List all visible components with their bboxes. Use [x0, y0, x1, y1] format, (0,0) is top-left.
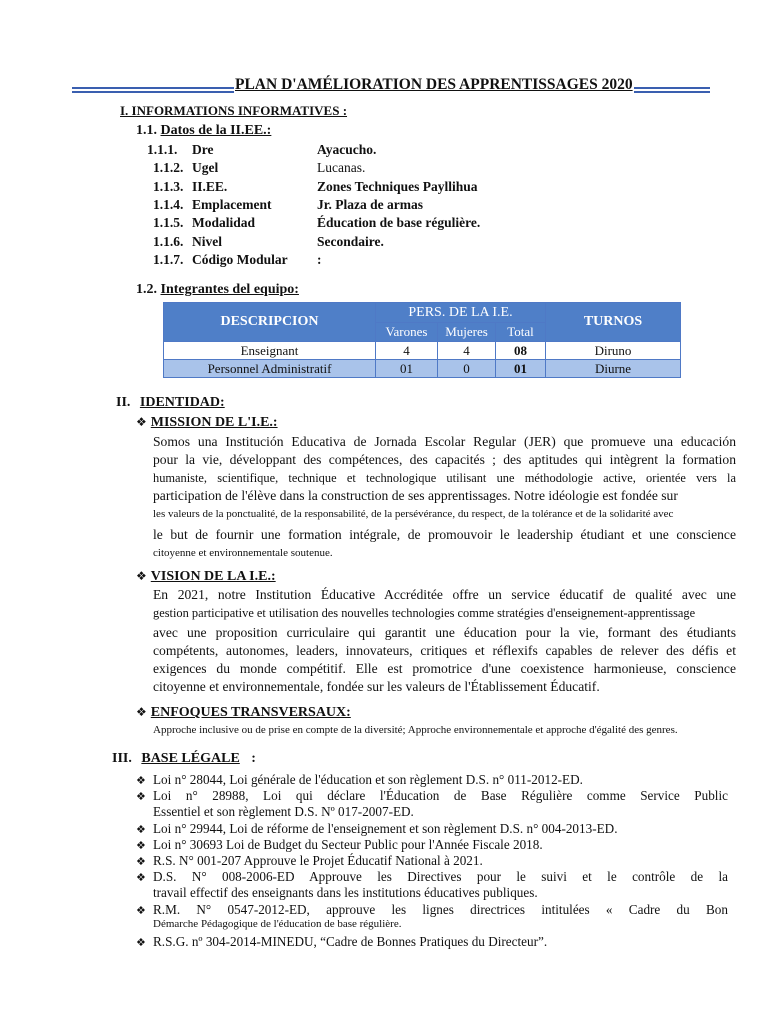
- mission-line: participation de l'élève dans la construction de ses apprentissages. Notre idéologie est fondée sur: [153, 488, 678, 503]
- mission-line: citoyenne et environnementale soutenue.: [153, 547, 333, 559]
- table-header-row: [164, 303, 681, 323]
- header-mujeres: Mujeres: [438, 323, 496, 342]
- law-text: Essentiel et son règlement D.S. Nº 017-2007-ED.: [153, 804, 414, 819]
- info-row-num: 1.1.2.: [153, 160, 184, 175]
- section-3-colon: :: [251, 751, 256, 766]
- header-varones: Varones: [376, 323, 438, 342]
- vision-heading: [136, 569, 276, 585]
- info-row-iiee: [153, 179, 653, 197]
- cell-varones: 01: [376, 360, 438, 378]
- table-row: [164, 360, 681, 378]
- law-text: R.M. N° 0547-2012-ED, approuve les lignes directrices intitulées « Cadre du Bon: [153, 902, 728, 917]
- law-text: D.S. N° 008-2006-ED Approuve les Directives pour le suivi et le contrôle de la: [153, 869, 728, 884]
- diamond-bullet-icon: ❖: [136, 936, 146, 949]
- law-text: Loi n° 30693 Loi de Budget du Secteur Public pour l'Année Fiscale 2018.: [153, 837, 543, 852]
- mission-line: les valeurs de la ponctualité, de la responsabilité, de la persévérance, du respect, de la tolérance et de la solidarité avec: [153, 508, 674, 520]
- subsection-1-1-num: 1.1.: [136, 123, 157, 138]
- info-row-codigo-modular: [153, 252, 653, 270]
- cell-desc: Enseignant: [164, 342, 376, 360]
- cell-mujeres: 0: [438, 360, 496, 378]
- info-row-key: II.EE.: [192, 179, 228, 194]
- diamond-bullet-icon: ❖: [136, 790, 146, 803]
- cell-varones: 4: [376, 342, 438, 360]
- info-row-key: Nivel: [192, 234, 222, 249]
- info-row-num: 1.1.4.: [153, 197, 184, 212]
- section-3-heading: [112, 751, 256, 767]
- info-row-dre: [147, 142, 647, 160]
- section-2-heading: [116, 395, 225, 411]
- info-row-key: Código Modular: [192, 252, 288, 267]
- diamond-bullet-icon: ❖: [136, 871, 146, 884]
- mission-heading-text: MISSION DE L'I.E.:: [150, 415, 278, 430]
- vision-line: avec une proposition curriculaire qui garantit une éducation pour la vie, formant des étudiants: [153, 625, 736, 640]
- subsection-1-2-heading: [136, 282, 299, 298]
- header-pers: PERS. DE LA I.E.: [376, 303, 546, 323]
- document-title: PLAN D'AMÉLIORATION DES APPRENTISSAGES 2020: [235, 76, 633, 93]
- header-descripcion: DESCRIPCION: [164, 303, 376, 342]
- cell-total: 01: [496, 360, 546, 378]
- info-row-value: Éducation de base régulière.: [317, 215, 481, 230]
- cell-turno: Diurne: [546, 360, 681, 378]
- title-block: [72, 76, 710, 96]
- section-1-label: I. INFORMATIONS INFORMATIVES :: [120, 103, 348, 118]
- info-row-value: :: [317, 252, 322, 267]
- info-row-value: Zones Techniques Payllihua: [317, 179, 478, 194]
- info-row-value: Lucanas.: [317, 160, 366, 175]
- info-row-nivel: [153, 234, 653, 252]
- law-text: R.S. N° 001-207 Approuve le Projet Éducatif National à 2021.: [153, 853, 483, 868]
- law-text: Loi n° 28044, Loi générale de l'éducation et son règlement D.S. n° 011-2012-ED.: [153, 772, 583, 787]
- diamond-bullet-icon: ❖: [136, 415, 147, 429]
- info-row-num: 1.1.1.: [147, 142, 178, 157]
- law-item: [136, 902, 728, 934]
- vision-heading-text: VISION DE LA I.E.:: [150, 569, 276, 584]
- mission-line: humaniste, scientifique, technique et technologique utilisant une méthodologie active, orientée vers la: [153, 471, 736, 485]
- diamond-bullet-icon: ❖: [136, 705, 147, 719]
- mission-line: pour la vie, développant des compétences, des capacités ; des aptitudes qui intègrent la formation: [153, 452, 736, 467]
- info-row-value: Secondaire.: [317, 234, 384, 249]
- law-item: [136, 772, 728, 788]
- info-row-modalidad: [153, 215, 653, 233]
- subsection-1-2-num: 1.2.: [136, 282, 157, 297]
- cell-desc: Personnel Administratif: [164, 360, 376, 378]
- info-row-emplacement: [153, 197, 653, 215]
- section-2-label: II.: [116, 395, 131, 410]
- mission-line: Somos una Institución Educativa de Jornada Escolar Regular (JER) que promueve una educación: [153, 434, 736, 449]
- law-text: Loi n° 28988, Loi qui déclare l'Éducation de Base Régulière comme Service Public: [153, 788, 728, 803]
- info-row-key: Modalidad: [192, 215, 256, 230]
- section-2-title: IDENTIDAD:: [139, 395, 225, 410]
- info-row-value: Ayacucho.: [317, 142, 377, 157]
- info-row-key: Ugel: [192, 160, 219, 175]
- law-text: R.S.G. nº 304-2014-MINEDU, “Cadre de Bonnes Pratiques du Directeur”.: [153, 934, 548, 949]
- mission-heading: [136, 415, 278, 431]
- info-row-num: 1.1.6.: [153, 234, 184, 249]
- table-row: [164, 342, 681, 360]
- section-3-title: BASE LÉGALE: [141, 751, 240, 766]
- info-row-num: 1.1.7.: [153, 252, 184, 267]
- header-turnos: TURNOS: [546, 303, 681, 342]
- law-item: [136, 821, 728, 837]
- law-text: Loi n° 29944, Loi de réforme de l'enseignement et son règlement D.S. n° 004-2013-ED.: [153, 821, 618, 836]
- enfoques-heading: [136, 705, 351, 721]
- subsection-1-2-label: Integrantes del equipo:: [160, 282, 299, 297]
- team-table: [163, 302, 681, 378]
- vision-line: gestion participative et utilisation des nouvelles technologies comme stratégies d'enseignement-apprentissage: [153, 606, 696, 620]
- header-total: Total: [496, 323, 546, 342]
- vision-line: En 2021, notre Institution Éducative Accréditée offre un service éducatif de qualité avec une: [153, 587, 736, 602]
- info-row-num: 1.1.5.: [153, 215, 184, 230]
- info-row-ugel: [153, 160, 653, 178]
- diamond-bullet-icon: ❖: [136, 774, 146, 787]
- info-row-key: Emplacement: [192, 197, 272, 212]
- cell-total: 08: [496, 342, 546, 360]
- law-item: [136, 853, 728, 869]
- vision-line: exigences du monde compétitif. Elle est promotrice d'une coexistence harmonieuse, conscience: [153, 661, 736, 676]
- law-item: [136, 837, 728, 853]
- law-item: [136, 869, 728, 901]
- enfoques-heading-text: ENFOQUES TRANSVERSAUX:: [150, 705, 351, 720]
- law-item: [136, 934, 728, 950]
- law-text: Démarche Pédagogique de l'éducation de base régulière.: [153, 918, 402, 930]
- vision-line: citoyenne et environnementale, fondée sur les valeurs de l'Établissement Éducatif.: [153, 679, 600, 694]
- section-1-heading: [120, 103, 347, 119]
- info-row-key: Dre: [192, 142, 214, 157]
- diamond-bullet-icon: ❖: [136, 839, 146, 852]
- subsection-1-1-heading: [136, 123, 271, 139]
- law-text: travail effectif des enseignants dans les institutions éducatives publiques.: [153, 885, 538, 900]
- law-item: [136, 788, 728, 820]
- mission-paragraph: [153, 433, 736, 562]
- cell-turno: Diruno: [546, 342, 681, 360]
- vision-paragraph: [153, 586, 736, 696]
- diamond-bullet-icon: ❖: [136, 569, 147, 583]
- section-3-label: III.: [112, 751, 132, 766]
- enfoques-text: Approche inclusive ou de prise en compte de la diversité; Approche environnementale et approche d'égalité des genres.: [153, 724, 678, 736]
- cell-mujeres: 4: [438, 342, 496, 360]
- info-row-value: Jr. Plaza de armas: [317, 197, 423, 212]
- subsection-1-1-label: Datos de la II.EE.:: [160, 123, 272, 138]
- info-row-num: 1.1.3.: [153, 179, 184, 194]
- vision-line: compétents, autonomes, leaders, innovateurs, critiques et réflexifs capables de relever des défis et: [153, 643, 736, 658]
- diamond-bullet-icon: ❖: [136, 855, 146, 868]
- mission-line: le but de fournir une formation intégrale, de promouvoir le leadership étudiant et une conscience: [153, 527, 736, 542]
- diamond-bullet-icon: ❖: [136, 904, 146, 917]
- diamond-bullet-icon: ❖: [136, 823, 146, 836]
